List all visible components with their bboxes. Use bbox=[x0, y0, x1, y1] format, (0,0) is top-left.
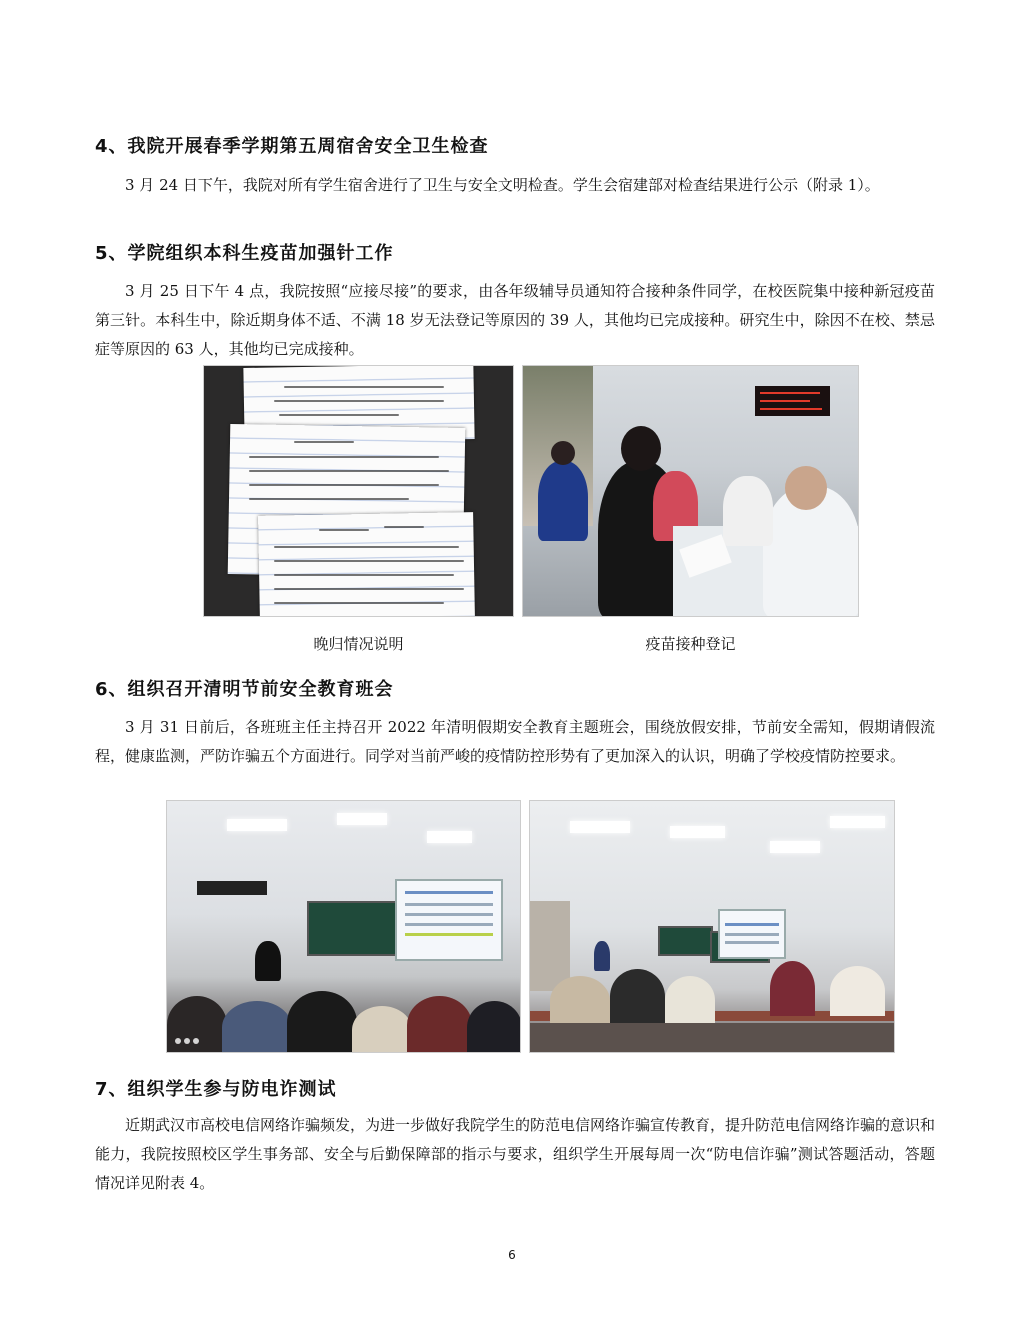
section-7-title: 7、组织学生参与防电诈测试 bbox=[95, 1079, 337, 1100]
late-return-notes-photo bbox=[203, 365, 514, 617]
class-meeting-photo-1 bbox=[166, 800, 521, 1053]
vaccine-registration-photo bbox=[522, 365, 859, 617]
section-4-paragraph: 3 月 24 日下午，我院对所有学生宿舍进行了卫生与安全文明检查。学生会宿建部对检查结果进行公示（附录 1）。 bbox=[125, 176, 880, 194]
section-5-paragraph: 3 月 25 日下午 4 点，我院按照“应接尽接”的要求，由各年级辅导员通知符合接种条件同学，在校医院集中接种新冠疫苗第三针。本科生中，除近期身体不适、不满 18 岁无法登记等原因的 39 人，其他均已完成接种。研究生中，除因不在校、禁忌症等原因的 63 人，其他均已完成接种。 bbox=[95, 282, 935, 358]
section-6-title: 6、组织召开清明节前安全教育班会 bbox=[95, 679, 394, 700]
vaccine-registration-caption: 疫苗接种登记 bbox=[645, 635, 736, 653]
section-4-title: 4、我院开展春季学期第五周宿舍安全卫生检查 bbox=[95, 136, 489, 157]
section-5-title: 5、学院组织本科生疫苗加强针工作 bbox=[95, 243, 394, 264]
late-return-notes-caption: 晚归情况说明 bbox=[313, 635, 404, 653]
section-6-paragraph: 3 月 31 日前后，各班班主任主持召开 2022 年清明假期安全教育主题班会，围绕放假安排，节前安全需知，假期请假流程，健康监测，严防诈骗五个方面进行。同学对当前严峻的疫情防控形势有了更加深入的认识，明确了学校疫情防控要求。 bbox=[95, 718, 935, 765]
section-7-paragraph: 近期武汉市高校电信网络诈骗频发，为进一步做好我院学生的防范电信网络诈骗宣传教育，提升防范电信网络诈骗的意识和能力，我院按照校区学生事务部、安全与后勤保障部的指示与要求，组织学生开展每周一次“防电信诈骗”测试答题活动，答题情况详见附表 4。 bbox=[95, 1116, 936, 1192]
class-meeting-photo-2 bbox=[529, 800, 895, 1053]
page-number: 6 bbox=[508, 1248, 516, 1262]
